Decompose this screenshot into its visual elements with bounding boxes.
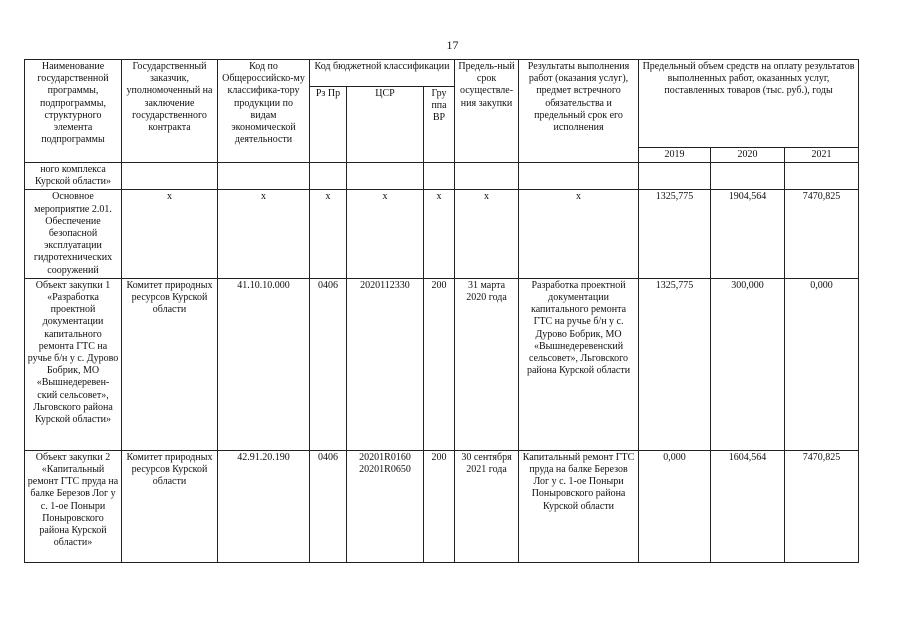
header-results: Результаты выполнения работ (оказания услуг), предмет встречного обязательства и предельный срок его исполнения (519, 60, 639, 163)
row-results (519, 163, 639, 190)
row-customer: х (122, 190, 218, 278)
row-value-2019: 1325,775 (639, 278, 711, 450)
row-okpd (218, 163, 310, 190)
row-results: Разработка проектной документации капитального ремонта ГТС на ручье б/н у с. Дурово Бобрик, МО «Вышнедеревенский сельсовет», Льговского района Курской области (519, 278, 639, 450)
row-deadline: 31 марта 2020 года (455, 278, 519, 450)
row-results: Капитальный ремонт ГТС пруда на балке Березов Лог у с. 1-ое Поныри Поныровского района Курской области (519, 450, 639, 562)
row-okpd: х (218, 190, 310, 278)
row-vr: 200 (424, 278, 455, 450)
row-value-2019: 1325,775 (639, 190, 711, 278)
row-vr: 200 (424, 450, 455, 562)
page-number: 17 (446, 38, 459, 52)
header-year-2021: 2021 (785, 147, 859, 162)
row-name: ного комплекса Курской области» (25, 163, 122, 190)
row-rzpr: 0406 (310, 450, 347, 562)
header-year-2020: 2020 (711, 147, 785, 162)
row-value-2021 (785, 163, 859, 190)
row-deadline: 30 сентября 2021 года (455, 450, 519, 562)
row-name: Объект закупки 1 «Разработка проектной документации капитального ремонта ГТС на ручье б/н у с. Дурово Бобрик, МО «Вышнедеревен-ский сельсовет», Льговского района Курской области» (25, 278, 122, 450)
row-rzpr (310, 163, 347, 190)
header-limit: Предельный объем средств на оплату результатов выполненных работ, оказанных услуг, поставленных товаров (тыс. руб.), годы (639, 60, 859, 148)
row-customer (122, 163, 218, 190)
header-deadline: Предель-ный срок осуществле-ния закупки (455, 60, 519, 163)
procurement-table (24, 59, 859, 563)
row-value-2020: 300,000 (711, 278, 785, 450)
header-row (25, 60, 859, 87)
row-name: Объект закупки 2 «Капитальный ремонт ГТС пруда на балке Березов Лог у с. 1-ое Поныри Поныровского района Курской области» (25, 450, 122, 562)
row-value-2019 (639, 163, 711, 190)
header-customer: Государственный заказчик, уполномоченный на заключение государственного контракта (122, 60, 218, 163)
row-okpd: 42.91.20.190 (218, 450, 310, 562)
row-value-2020: 1904,564 (711, 190, 785, 278)
row-rzpr: х (310, 190, 347, 278)
header-name: Наименование государственной программы, подпрограммы, структурного элемента подпрограммы (25, 60, 122, 163)
header-csr: ЦСР (347, 87, 424, 163)
header-rzpr: Рз Пр (310, 87, 347, 163)
row-value-2021: 7470,825 (785, 190, 859, 278)
row-csr: 2020112330 (347, 278, 424, 450)
row-value-2021: 0,000 (785, 278, 859, 450)
row-value-2020 (711, 163, 785, 190)
row-value-2020: 1604,564 (711, 450, 785, 562)
row-name: Основное мероприятие 2.01. Обеспечение безопасной эксплуатации гидротехнических сооружений (25, 190, 122, 278)
row-value-2021: 7470,825 (785, 450, 859, 562)
row-customer: Комитет природных ресурсов Курской области (122, 450, 218, 562)
row-vr: х (424, 190, 455, 278)
header-budget-code: Код бюджетной классификации (310, 60, 455, 87)
row-results: х (519, 190, 639, 278)
header-okpd: Код по Общероссийско-му классифика-тору продукции по видам экономической деятельности (218, 60, 310, 163)
row-okpd: 41.10.10.000 (218, 278, 310, 450)
table-row (25, 163, 859, 190)
table-row (25, 190, 859, 278)
row-vr (424, 163, 455, 190)
row-value-2019: 0,000 (639, 450, 711, 562)
table-row (25, 450, 859, 562)
header-year-2019: 2019 (639, 147, 711, 162)
row-csr: х (347, 190, 424, 278)
header-vr: Гру ппа ВР (424, 87, 455, 163)
table-row (25, 278, 859, 450)
row-rzpr: 0406 (310, 278, 347, 450)
row-deadline (455, 163, 519, 190)
row-csr: 20201R0160 20201R0650 (347, 450, 424, 562)
row-deadline: х (455, 190, 519, 278)
row-customer: Комитет природных ресурсов Курской области (122, 278, 218, 450)
row-csr (347, 163, 424, 190)
